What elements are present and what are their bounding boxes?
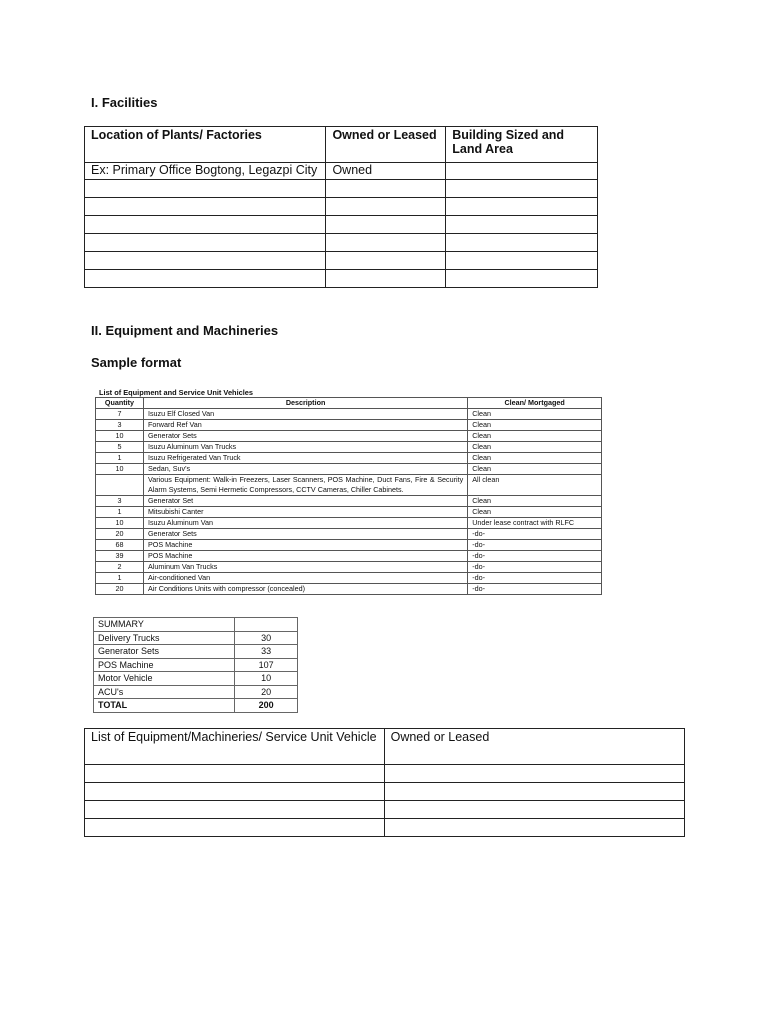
table-cell: Isuzu Elf Closed Van — [143, 409, 467, 420]
table-row — [96, 529, 602, 540]
table-cell — [446, 163, 598, 180]
table-row — [94, 645, 298, 659]
table-cell — [326, 198, 446, 216]
table-row — [96, 431, 602, 442]
table-cell: 1 — [96, 573, 144, 584]
table-cell: 1 — [96, 507, 144, 518]
table-cell: 68 — [96, 540, 144, 551]
table-row — [85, 163, 598, 180]
table-row — [96, 562, 602, 573]
table-cell: Clean — [468, 431, 602, 442]
table-cell: 20 — [235, 685, 298, 699]
table-row — [96, 540, 602, 551]
table-cell: Forward Ref Van — [143, 420, 467, 431]
table-cell: 39 — [96, 551, 144, 562]
table-cell — [326, 270, 446, 288]
table-row — [85, 180, 598, 198]
table-row — [85, 270, 598, 288]
table-row — [96, 584, 602, 595]
table-cell — [85, 270, 326, 288]
table-row — [96, 464, 602, 475]
table-cell: 33 — [235, 645, 298, 659]
table-cell — [85, 819, 385, 837]
table-cell: Generator Sets — [143, 529, 467, 540]
table-row — [85, 801, 685, 819]
header-cell: Clean/ Mortgaged — [468, 398, 602, 409]
table-cell: Owned — [326, 163, 446, 180]
table-cell: Clean — [468, 409, 602, 420]
sample-format-heading: Sample format — [91, 355, 182, 370]
table-row — [85, 765, 685, 783]
header-cell: Owned or Leased — [326, 127, 446, 163]
table-cell: POS Machine — [94, 658, 235, 672]
table-cell: -do- — [468, 540, 602, 551]
table-cell: Generator Set — [143, 496, 467, 507]
table-cell: Clean — [468, 420, 602, 431]
equipment-list-title: List of Equipment and Service Unit Vehicles — [99, 388, 254, 397]
table-row — [96, 507, 602, 518]
table-cell: All clean — [468, 475, 602, 496]
table-cell — [446, 180, 598, 198]
header-cell: Description — [143, 398, 467, 409]
table-cell — [446, 198, 598, 216]
table-cell — [326, 180, 446, 198]
table-cell — [326, 216, 446, 234]
table-row — [96, 573, 602, 584]
sample-equipment-table — [95, 397, 602, 595]
table-header-row — [85, 127, 598, 163]
table-cell — [85, 180, 326, 198]
table-cell: Air Conditions Units with compressor (concealed) — [143, 584, 467, 595]
table-cell: 20 — [96, 529, 144, 540]
facilities-table — [84, 126, 598, 288]
table-cell: POS Machine — [143, 551, 467, 562]
header-cell: Quantity — [96, 398, 144, 409]
table-cell: Delivery Trucks — [94, 631, 235, 645]
table-cell: Aluminum Van Trucks — [143, 562, 467, 573]
table-header-row — [96, 398, 602, 409]
table-cell: 5 — [96, 442, 144, 453]
table-cell: Isuzu Aluminum Van Trucks — [143, 442, 467, 453]
table-cell: Generator Sets — [143, 431, 467, 442]
table-row — [94, 672, 298, 686]
table-cell: Clean — [468, 496, 602, 507]
table-cell: 3 — [96, 496, 144, 507]
table-cell — [326, 252, 446, 270]
table-cell — [235, 618, 298, 632]
equipment-list-table — [84, 728, 685, 837]
table-cell: 30 — [235, 631, 298, 645]
table-cell — [384, 819, 684, 837]
table-cell: Under lease contract with RLFC — [468, 518, 602, 529]
table-cell — [85, 234, 326, 252]
header-cell: List of Equipment/Machineries/ Service Unit Vehicle — [85, 729, 385, 765]
table-cell: 10 — [235, 672, 298, 686]
table-cell: ACU's — [94, 685, 235, 699]
table-cell: Isuzu Refrigerated Van Truck — [143, 453, 467, 464]
equipment-heading: II. Equipment and Machineries — [91, 323, 279, 338]
table-row — [96, 475, 602, 496]
table-row — [94, 685, 298, 699]
summary-table — [93, 617, 298, 713]
table-row — [96, 442, 602, 453]
table-cell — [96, 475, 144, 496]
table-row — [94, 631, 298, 645]
table-row — [96, 420, 602, 431]
table-row — [85, 216, 598, 234]
table-row — [96, 518, 602, 529]
table-cell: -do- — [468, 562, 602, 573]
table-cell: 3 — [96, 420, 144, 431]
table-row — [96, 496, 602, 507]
table-cell: 10 — [96, 464, 144, 475]
table-cell — [446, 270, 598, 288]
table-header-row — [94, 618, 298, 632]
table-row — [96, 551, 602, 562]
table-cell — [85, 198, 326, 216]
table-cell: Isuzu Aluminum Van — [143, 518, 467, 529]
table-cell: Motor Vehicle — [94, 672, 235, 686]
table-cell: 1 — [96, 453, 144, 464]
table-cell: 7 — [96, 409, 144, 420]
table-cell — [384, 765, 684, 783]
table-cell: POS Machine — [143, 540, 467, 551]
table-cell: 10 — [96, 518, 144, 529]
table-cell — [446, 234, 598, 252]
table-cell: 107 — [235, 658, 298, 672]
table-cell: 2 — [96, 562, 144, 573]
table-cell: Mitsubishi Canter — [143, 507, 467, 518]
table-cell: Clean — [468, 464, 602, 475]
table-row — [96, 409, 602, 420]
table-cell: Generator Sets — [94, 645, 235, 659]
table-cell: Various Equipment: Walk-in Freezers, Laser Scanners, POS Machine, Duct Fans, Fire & Security Alarm Systems, Semi Hermetic Compressors, CCTV Cameras, Chiller Cabinets. — [143, 475, 467, 496]
table-cell — [326, 234, 446, 252]
table-cell — [384, 783, 684, 801]
summary-total-row — [94, 699, 298, 713]
table-cell: Clean — [468, 507, 602, 518]
table-row — [85, 198, 598, 216]
table-cell — [384, 801, 684, 819]
table-cell: -do- — [468, 529, 602, 540]
table-row — [85, 783, 685, 801]
table-cell: 10 — [96, 431, 144, 442]
table-row — [94, 658, 298, 672]
table-cell: -do- — [468, 573, 602, 584]
table-cell — [85, 765, 385, 783]
header-cell: Owned or Leased — [384, 729, 684, 765]
table-cell — [85, 801, 385, 819]
table-cell: TOTAL — [94, 699, 235, 713]
table-header-row — [85, 729, 685, 765]
table-cell — [85, 252, 326, 270]
table-row — [85, 234, 598, 252]
table-cell: 200 — [235, 699, 298, 713]
summary-title: SUMMARY — [94, 618, 235, 632]
table-cell: Clean — [468, 442, 602, 453]
table-cell — [85, 216, 326, 234]
table-cell — [446, 216, 598, 234]
table-row — [96, 453, 602, 464]
facilities-heading: I. Facilities — [91, 95, 158, 110]
header-cell: Building Sized and Land Area — [446, 127, 598, 163]
table-cell: -do- — [468, 584, 602, 595]
header-cell: Location of Plants/ Factories — [85, 127, 326, 163]
table-row — [85, 819, 685, 837]
table-cell — [446, 252, 598, 270]
table-cell: -do- — [468, 551, 602, 562]
table-cell: Air-conditioned Van — [143, 573, 467, 584]
table-cell: Clean — [468, 453, 602, 464]
table-row — [85, 252, 598, 270]
table-cell — [85, 783, 385, 801]
table-cell: 20 — [96, 584, 144, 595]
table-cell: Sedan, Suv's — [143, 464, 467, 475]
table-cell: Ex: Primary Office Bogtong, Legazpi City — [85, 163, 326, 180]
